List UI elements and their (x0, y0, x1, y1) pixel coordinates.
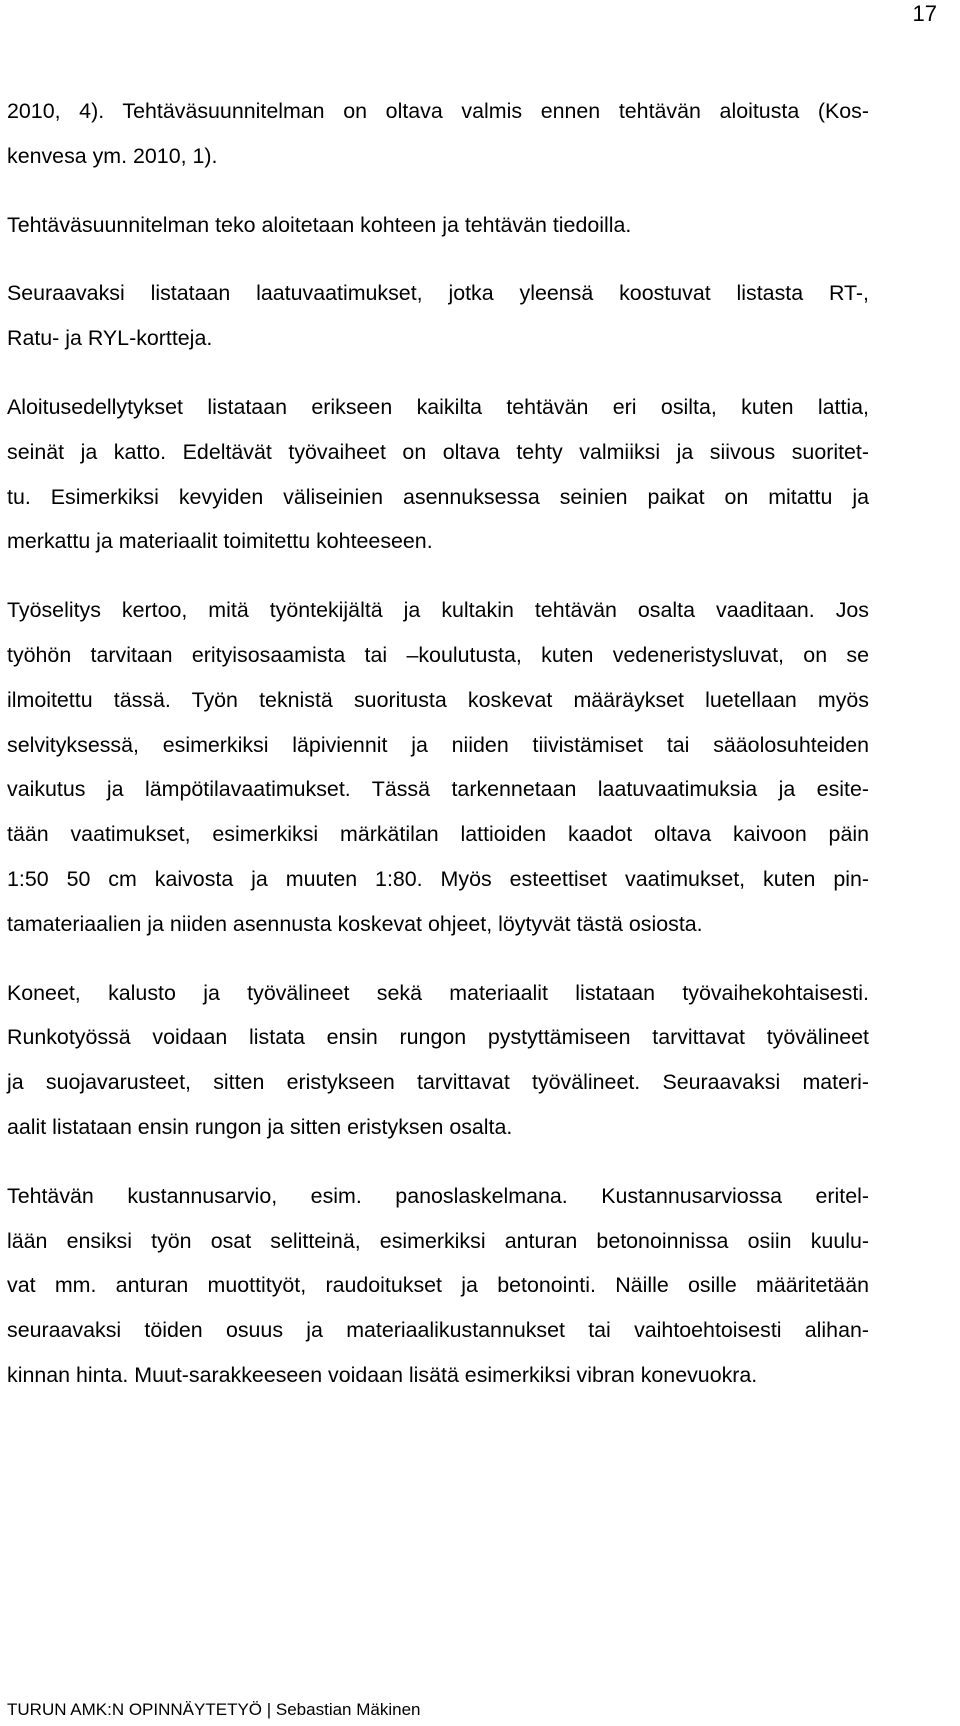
text-line: Runkotyössä voidaan listata ensin rungon pystyttämiseen tarvittavat työvälineet (7, 1025, 869, 1050)
text-line: tään vaatimukset, esimerkiksi märkätilan lattioiden kaadot oltava kaivoon päin (7, 822, 869, 847)
page-number: 17 (912, 1, 937, 26)
text-line: työhön tarvitaan erityisosaamista tai –koulutusta, kuten vedeneristysluvat, on se (7, 642, 869, 667)
text-line: Tehtävän kustannusarvio, esim. panoslaskelmana. Kustannusarviossa eritel- (7, 1183, 869, 1208)
text-line: lään ensiksi työn osat selitteinä, esimerkiksi anturan betonoinnissa osiin kuulu- (7, 1228, 869, 1253)
text-line: aalit listataan ensin rungon ja sitten eristyksen osalta. (7, 1114, 513, 1139)
text-line: Tehtäväsuunnitelman teko aloitetaan kohteen ja tehtävän tiedoilla. (7, 212, 632, 237)
paragraph (7, 203, 869, 248)
text-line: Seuraavaksi listataan laatuvaatimukset, jotka yleensä koostuvat listasta RT-, (7, 281, 869, 306)
text-line: Aloitusedellytykset listataan erikseen kaikilta tehtävän eri osilta, kuten lattia, (7, 394, 869, 419)
text-line: ja suojavarusteet, sitten eristykseen tarvittavat työvälineet. Seuraavaksi materi- (7, 1070, 869, 1095)
text-line: 2010, 4). Tehtäväsuunnitelman on oltava valmis ennen tehtävän aloitusta (Kos- (7, 99, 869, 123)
text-line: Ratu- ja RYL-kortteja. (7, 326, 213, 351)
text-line: ilmoitettu tässä. Työn teknistä suoritusta koskevat määräykset luetellaan myös (7, 687, 869, 712)
text-line: Koneet, kalusto ja työvälineet sekä materiaalit listataan työvaihekohtaisesti. (7, 980, 869, 1005)
text-line: kinnan hinta. Muut-sarakkeeseen voidaan lisätä esimerkiksi vibran konevuokra. (7, 1362, 758, 1387)
text-line: vat mm. anturan muottityöt, raudoitukset ja betonointi. Näille osille määritetään (7, 1273, 869, 1298)
text-line: tu. Esimerkiksi kevyiden väliseinien asennuksessa seinien paikat on mitattu ja (7, 484, 869, 509)
text-line: tamateriaalien ja niiden asennusta koskevat ohjeet, löytyvät tästä osiosta. (7, 911, 703, 936)
text-line: 1:50 50 cm kaivosta ja muuten 1:80. Myös esteettiset vaatimukset, kuten pin- (7, 866, 869, 891)
text-line: seuraavaksi töiden osuus ja materiaalikustannukset tai vaihtoehtoisesti alihan- (7, 1318, 869, 1343)
text-line: merkattu ja materiaalit toimitettu kohteeseen. (7, 529, 433, 554)
page-footer: TURUN AMK:N OPINNÄYTETYÖ | Sebastian Mäkinen (7, 1700, 421, 1719)
paragraph (7, 271, 869, 361)
paragraph (7, 971, 869, 1150)
text-line: Työselitys kertoo, mitä työntekijältä ja kultakin tehtävän osalta vaaditaan. Jos (7, 598, 869, 623)
text-line: vaikutus ja lämpötilavaatimukset. Tässä tarkennetaan laatuvaatimuksia ja esite- (7, 777, 869, 802)
text-line: kenvesa ym. 2010, 1). (7, 143, 218, 168)
document-body (7, 89, 869, 1422)
paragraph (7, 385, 869, 564)
paragraph (7, 588, 869, 946)
paragraph (7, 1174, 869, 1398)
text-line: selvityksessä, esimerkiksi läpiviennit ja niiden tiivistämiset tai sääolosuhteiden (7, 732, 869, 757)
text-line: seinät ja katto. Edeltävät työvaiheet on oltava tehty valmiiksi ja siivous suoritet- (7, 439, 869, 464)
paragraph (7, 89, 869, 179)
